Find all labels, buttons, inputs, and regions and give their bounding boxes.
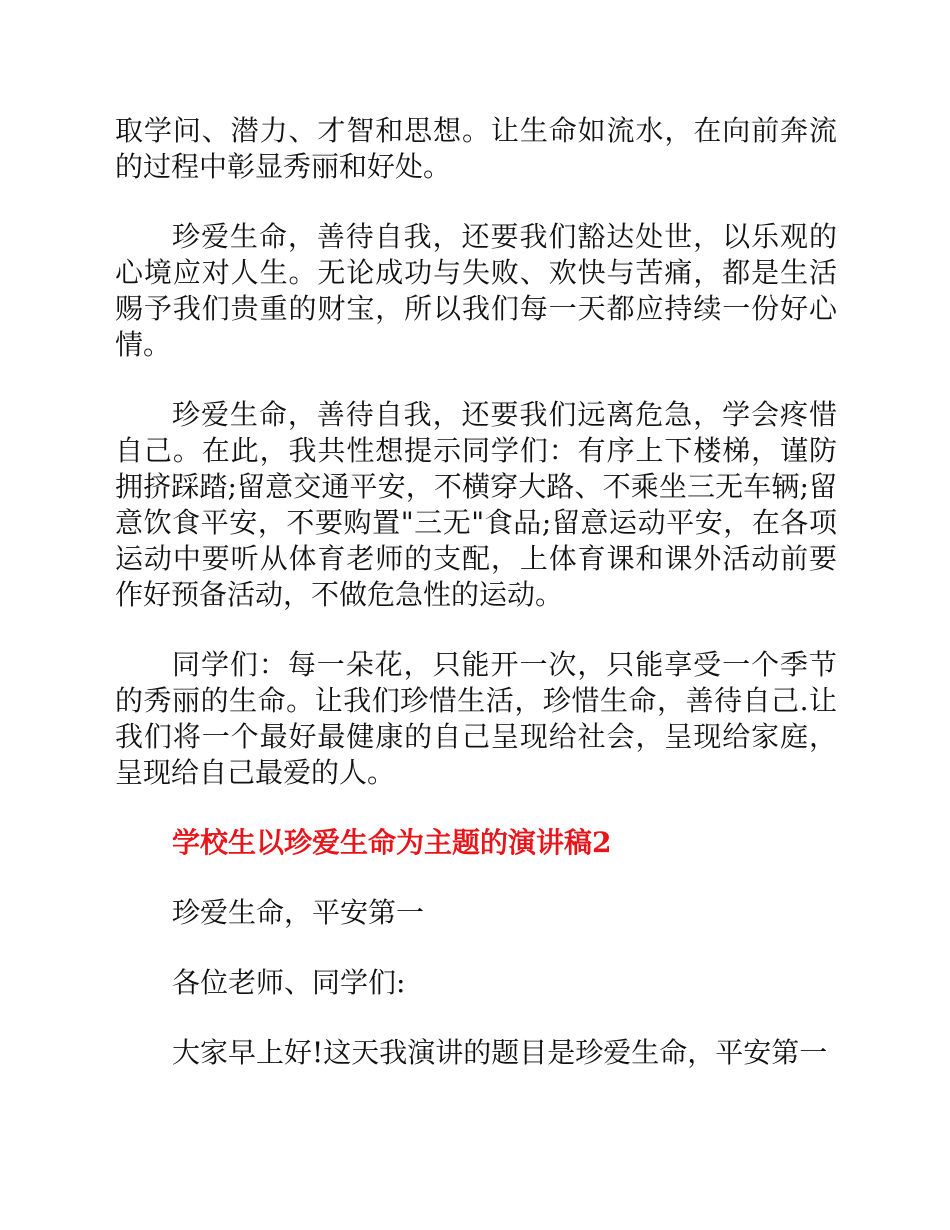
section-heading: 学校生以珍爱生命为主题的演讲稿2 bbox=[172, 826, 612, 859]
paragraph-6: 各位老师、同学们: bbox=[172, 966, 406, 999]
paragraph-2: 珍爱生命，善待自我，还要我们豁达处世，以乐观的心境应对人生。无论成功与失败、欢快与苦痛，都是生活赐予我们贵重的财宝，所以我们每一天都应持续一份好心情。 bbox=[115, 220, 837, 361]
paragraph-3: 珍爱生命，善待自我，还要我们远离危急，学会疼惜自己。在此，我共性想提示同学们：有序上下楼梯，谨防拥挤踩踏;留意交通平安，不横穿大路、不乘坐三无车辆;留意饮食平安，不要购置"三无"食品;留意运动平安，在各项运动中要听从体育老师的支配，上体育课和课外活动前要作好预备活动，不做危急性的运动。 bbox=[115, 398, 837, 611]
paragraph-1: 取学问、潜力、才智和思想。让生命如流水，在向前奔流的过程中彰显秀丽和好处。 bbox=[115, 114, 837, 183]
document-body bbox=[115, 113, 837, 1105]
paragraph-7: 大家早上好!这天我演讲的题目是珍爱生命，平安第一 bbox=[172, 1036, 828, 1069]
paragraph-4: 同学们：每一朵花，只能开一次，只能享受一个季节的秀丽的生命。让我们珍惜生活，珍惜生命，善待自己.让我们将一个最好最健康的自己呈现给社会，呈现给家庭，呈现给自己最爱的人。 bbox=[115, 648, 837, 789]
paragraph-5: 珍爱生命，平安第一 bbox=[172, 896, 425, 929]
